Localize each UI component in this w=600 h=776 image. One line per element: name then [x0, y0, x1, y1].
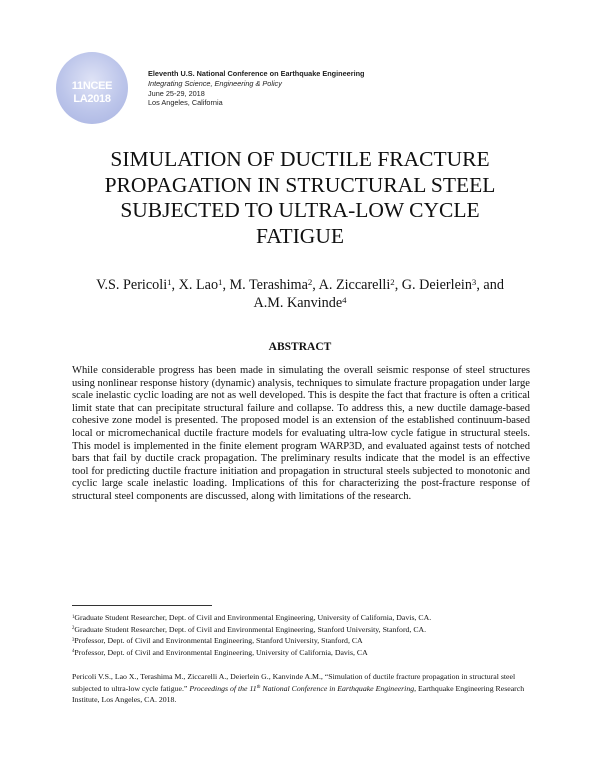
footnote-text: Graduate Student Researcher, Dept. of Civil and Environmental Engineering, Stanford University, Stanford, CA.	[74, 624, 427, 634]
footnote	[72, 647, 542, 659]
affiliation-marker: 2	[307, 276, 313, 287]
affiliation-marker: 3	[471, 276, 477, 287]
footnote-number: 4	[72, 649, 75, 655]
author-name: , X. Lao	[171, 277, 219, 293]
affiliation-marker: 1	[218, 276, 223, 287]
footnote-number: 3	[72, 637, 75, 643]
conference-logo	[56, 52, 128, 124]
citation	[72, 671, 534, 706]
conference-location: Los Angeles, California	[148, 98, 223, 108]
footnote-text: Graduate Student Researcher, Dept. of Civil and Environmental Engineering, University of California, Davis, CA.	[74, 613, 432, 622]
title-line: SIMULATION OF DUCTILE FRACTURE	[110, 147, 490, 171]
logo-line-2: LA2018	[73, 93, 111, 105]
footnote-number: 2	[72, 626, 75, 632]
citation-publisher: , Earthquake Engineering Research Institute, Los Angeles, CA. 2018.	[72, 683, 525, 704]
author-conjunction: , and	[476, 277, 504, 293]
footnotes	[72, 612, 542, 658]
citation-proceedings	[189, 684, 414, 693]
conference-info	[148, 69, 365, 108]
footnote	[72, 624, 542, 636]
footnote	[72, 635, 542, 647]
footnote-text: Professor, Dept. of Civil and Environmental Engineering, Stanford University, Stanford, CA	[74, 636, 363, 645]
logo-line-1: 11NCEE	[71, 80, 113, 92]
conference-name: Eleventh U.S. National Conference on Earthquake Engineering	[148, 69, 365, 78]
title-line: PROPAGATION IN STRUCTURAL STEEL	[104, 172, 496, 197]
affiliation-marker: 1	[167, 276, 172, 287]
footnote-divider	[72, 605, 212, 606]
title-line: FATIGUE	[256, 223, 344, 248]
title-line: SUBJECTED TO ULTRA-LOW CYCLE	[120, 198, 480, 222]
abstract-heading: ABSTRACT	[268, 341, 332, 353]
abstract-body: While considerable progress has been made in simulating the overall seismic response of steel structures using nonlinear response history (dynamic) analysis, techniques to simulate fracture propagation under large scale inelastic cyclic loading are not as well developed. This is despite the fact that fracture is often a critical limit state that can precipitate structural failure and collapse. To address this, a new ductile damage-based cohesive zone model is presented. The proposed model is an extension of the established continuum-based local or micromechanical ductile fracture models for evaluating ultra-low cycle fatigue in structural steels. This model is implemented in the finite element program WARP3D, and evaluated against tests of notched bars that fail by ductile crack propagation. The preliminary results indicate that the model is an effective tool for predicting ductile fracture initiation and propagation in structural steels subjected to monotonic and cyclic large scale inelastic loading. Implications of this for characterizing the post-fracture response of structural steel components are discussed, along with limitations of the research.	[72, 365, 530, 502]
affiliation-marker: 2	[390, 276, 395, 287]
paper-title	[40, 147, 560, 249]
footnote	[72, 612, 542, 624]
author-name: , M. Terashima	[222, 277, 308, 293]
citation-proceedings-text: Proceedings of the 11	[189, 683, 257, 693]
conference-dates: June 25-29, 2018	[148, 88, 205, 98]
citation-proceedings-text: National Conference in Earthquake Engineering	[260, 683, 415, 693]
author-name: A.M. Kanvinde	[253, 295, 343, 311]
author-name: , G. Deierlein	[394, 277, 472, 293]
author-name: V.S. Pericoli	[96, 277, 168, 293]
footnote-text: Professor, Dept. of Civil and Environmental Engineering, University of California, Davis, CA	[74, 647, 368, 657]
citation-ordinal: th	[256, 685, 261, 691]
footnote-number: 1	[72, 614, 75, 620]
conference-tagline: Integrating Science, Engineering & Policy	[148, 78, 282, 88]
author-list	[40, 276, 560, 312]
citation-text: Pericoli V.S., Lao X., Terashima M., Ziccarelli A., Deierlein G., Kanvinde A.M., “Simulation of ductile fracture propagation in structural steel subjected to ultra-low cycle fatigue.”	[72, 672, 516, 693]
affiliation-marker: 4	[342, 294, 347, 305]
author-name: , A. Ziccarelli	[312, 277, 391, 293]
